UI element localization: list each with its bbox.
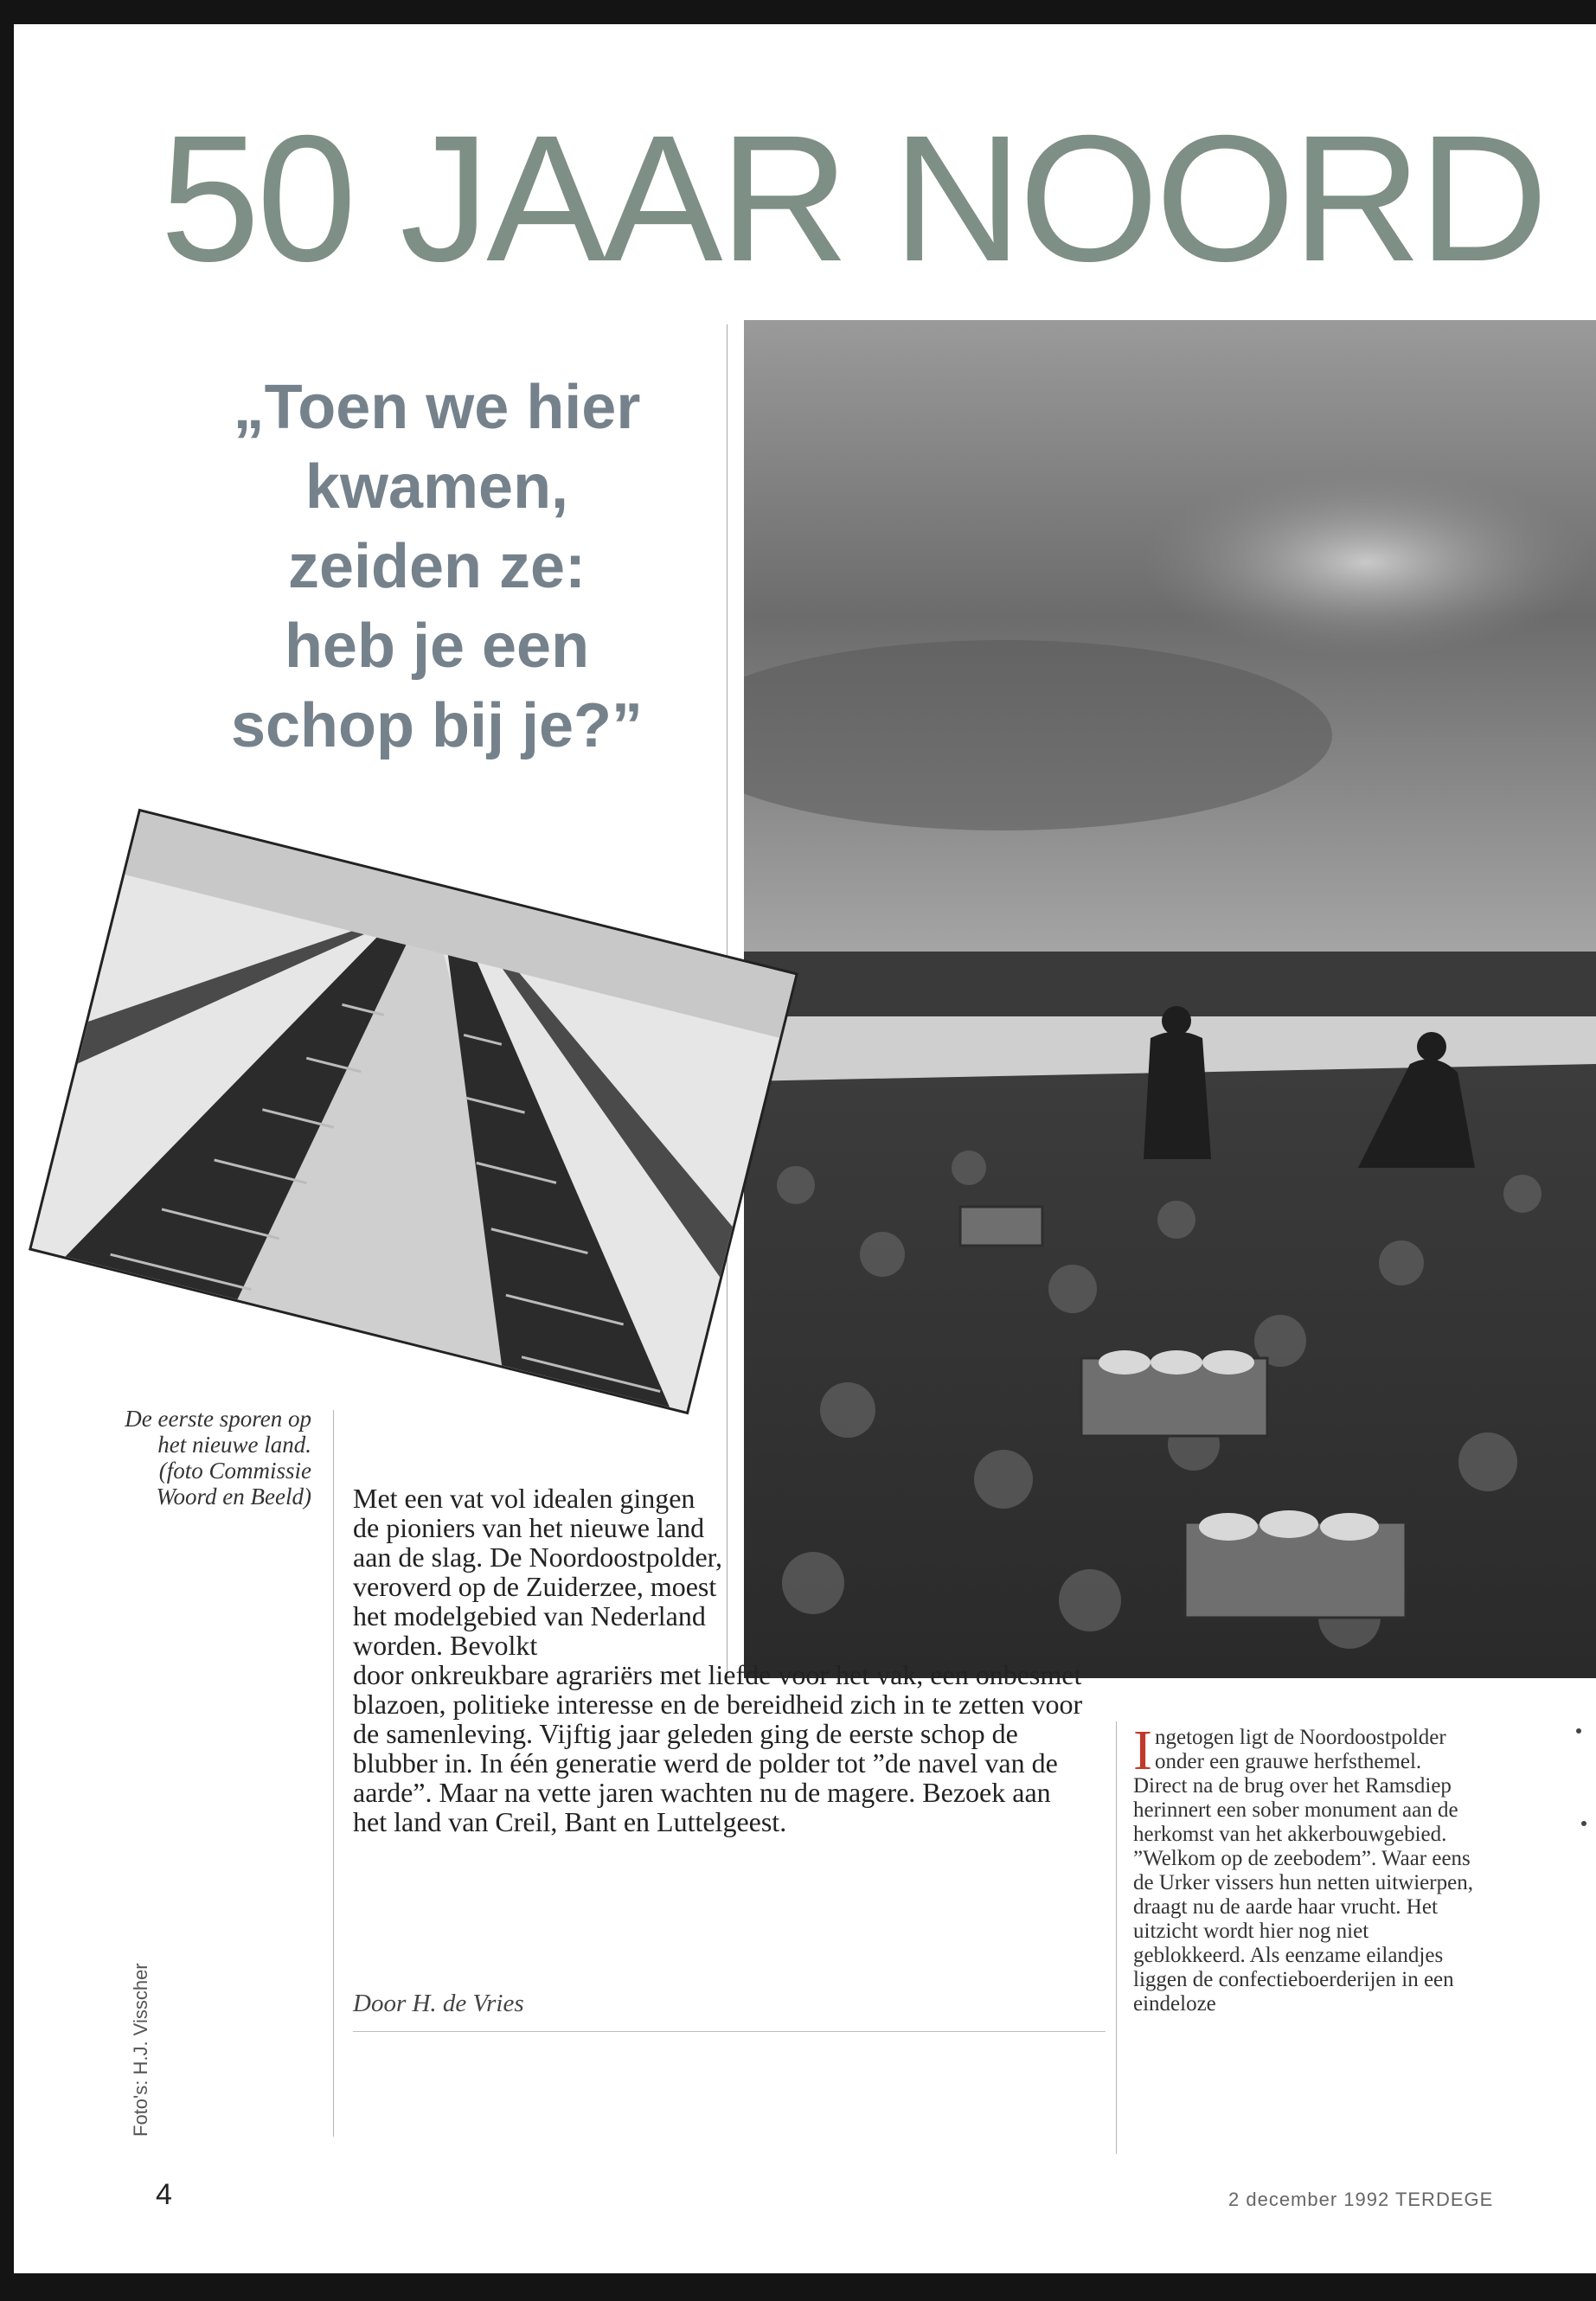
- body-column: [1133, 1719, 1479, 2016]
- photo-caption: De eerste sporen op het nieuwe land. (foto Commissie Woord en Beeld): [125, 1406, 311, 1509]
- quote-line: zeiden ze:: [287, 532, 586, 601]
- footer-date: 2 december 1992 TERDEGE: [1228, 2189, 1494, 2210]
- caption-divider: [333, 1410, 334, 2137]
- tracks-photo-drawing: [32, 811, 796, 1411]
- page-border-left: [0, 0, 14, 2301]
- intro-wrapped: Met een vat vol idealen gingen de pioniers van het nieuwe land aan de slag. De Noordoostpolder, veroverd op de Zuiderzee, moest het modelgebied van Nederland worden. Bevolkt: [353, 1483, 723, 1661]
- headline: 50 JAAR NOORD: [160, 104, 1545, 294]
- page-number: 4: [156, 2178, 172, 2211]
- registration-mark: [1581, 1821, 1586, 1826]
- tracks-photo: [32, 811, 796, 1411]
- body-text: ngetogen ligt de Noordoostpolder onder een grauwe herfsthemel. Direct na de brug over het Ramsdiep herinnert een sober monument aan de herkomst van het akkerbouwgebied. ”Welkom op de zeebodem”. Waar eens de Urker vissers hun netten uitwierpen, draagt nu de aarde haar vrucht. Het uitzicht wordt hier nog niet geblokkeerd. Als eenzame eilandjes liggen de confectieboerderijen in een eindeloze: [1133, 1726, 1473, 2016]
- page-border-bottom: [0, 2273, 1596, 2301]
- page-border-top: [0, 0, 1596, 24]
- pull-quote: [156, 368, 718, 766]
- body-column-divider: [1116, 1721, 1117, 2154]
- quote-line: heb je een: [284, 612, 590, 681]
- quote-line: schop bij je?”: [230, 691, 644, 760]
- drop-cap: I: [1133, 1719, 1152, 1782]
- harvest-photo-drawing: [744, 320, 1596, 1678]
- byline-rule: [353, 2031, 1106, 2032]
- photo-credit: Foto's: H.J. Visscher: [130, 1963, 151, 2137]
- harvest-photo: [744, 320, 1596, 1678]
- quote-line: „Toen we hier: [233, 373, 641, 442]
- author-byline: Door H. de Vries: [353, 1990, 524, 2017]
- intro-text: [353, 1484, 1114, 1836]
- quote-line: kwamen,: [304, 452, 569, 522]
- registration-mark: [1576, 1728, 1581, 1734]
- intro-rest: door onkreukbare agrariërs met liefde voor het vak, een onbesmet blazoen, politieke interesse en de bereidheid zich in te zetten voor de samenleving. Vijftig jaar geleden ging de eerste schop de blubber in. In één generatie werd de polder tot ”de navel van de aarde”. Maar na vette jaren wachten nu de magere. Bezoek aan het land van Creil, Bant en Luttelgeest.: [353, 1659, 1083, 1837]
